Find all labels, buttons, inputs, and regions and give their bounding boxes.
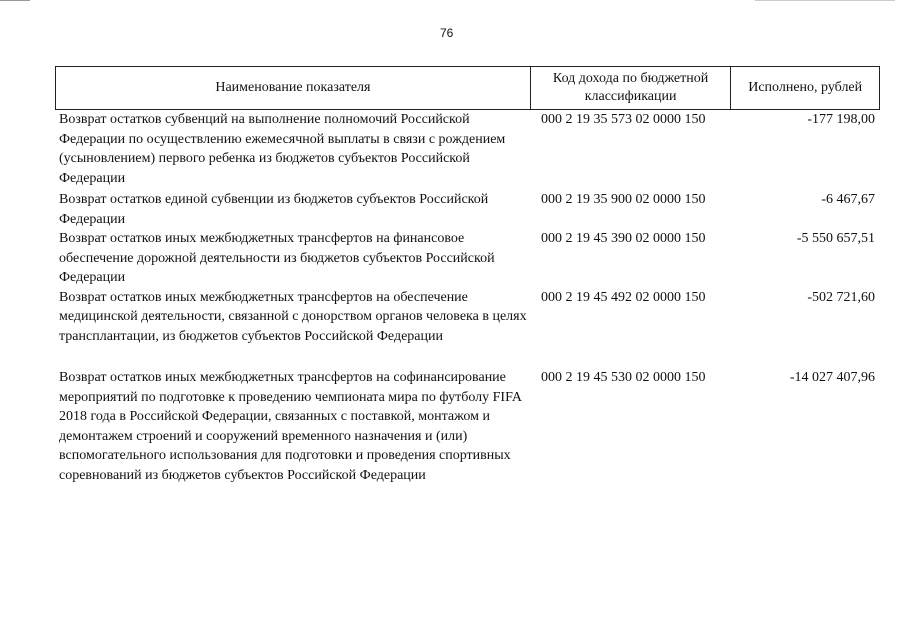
table-row: [55, 190, 880, 229]
header-code: Код дохода по бюджетной классификации: [531, 67, 732, 109]
table-row: [55, 229, 880, 288]
row-name: Возврат остатков иных межбюджетных трансфертов на финансовое обеспечение дорожной деятельности из бюджетов субъектов Российской Федерации: [59, 231, 495, 285]
row-amount: -502 721,60: [807, 289, 875, 305]
row-name: Возврат остатков единой субвенции из бюджетов субъектов Российской Федерации: [59, 192, 489, 227]
row-code: 000 2 19 35 573 02 0000 150: [541, 112, 706, 127]
row-code: 000 2 19 45 492 02 0000 150: [541, 289, 706, 305]
row-amount: -177 198,00: [807, 112, 875, 127]
table-row: [55, 288, 880, 347]
budget-table: [55, 66, 880, 485]
row-code: 000 2 19 45 530 02 0000 150: [541, 370, 706, 385]
row-amount: -6 467,67: [821, 192, 875, 207]
row-name: Возврат остатков иных межбюджетных трансфертов на софинансирование мероприятий по подготовке к проведению чемпионата мира по футболу FIFA 2018 года в Российской Федерации, связанных с поставкой, монтажом и демонтажем строений и сооружений временного назначения и (или) вспомогательного использования для подготовки и проведения спортивных соревнований из бюджетов субъектов Российской Федерации: [59, 370, 522, 483]
table-row: [55, 368, 880, 485]
table-header: [55, 66, 880, 110]
table-row: [55, 110, 880, 188]
row-name: Возврат остатков иных межбюджетных трансфертов на обеспечение медицинской деятельности, связанной с донорством органов человека в целях трансплантации, из бюджетов субъектов Российской Федерации: [59, 289, 527, 344]
row-amount: -14 027 407,96: [789, 370, 875, 385]
row-name: Возврат остатков субвенций на выполнение полномочий Российской Федерации по осуществлению ежемесячной выплаты в связи с рождением (усыновлением) первого ребенка из бюджетов субъектов Российской Федерации: [59, 112, 506, 186]
scan-edge-mark-left: [0, 0, 30, 1]
page-number: 76: [440, 26, 454, 40]
row-code: 000 2 19 45 390 02 0000 150: [541, 231, 706, 246]
scan-edge-mark-right: [755, 0, 895, 1]
row-code: 000 2 19 35 900 02 0000 150: [541, 192, 706, 207]
header-name: Наименование показателя: [56, 67, 531, 109]
row-amount: -5 550 657,51: [796, 231, 875, 246]
header-amount: Исполнено, рублей: [748, 80, 863, 95]
